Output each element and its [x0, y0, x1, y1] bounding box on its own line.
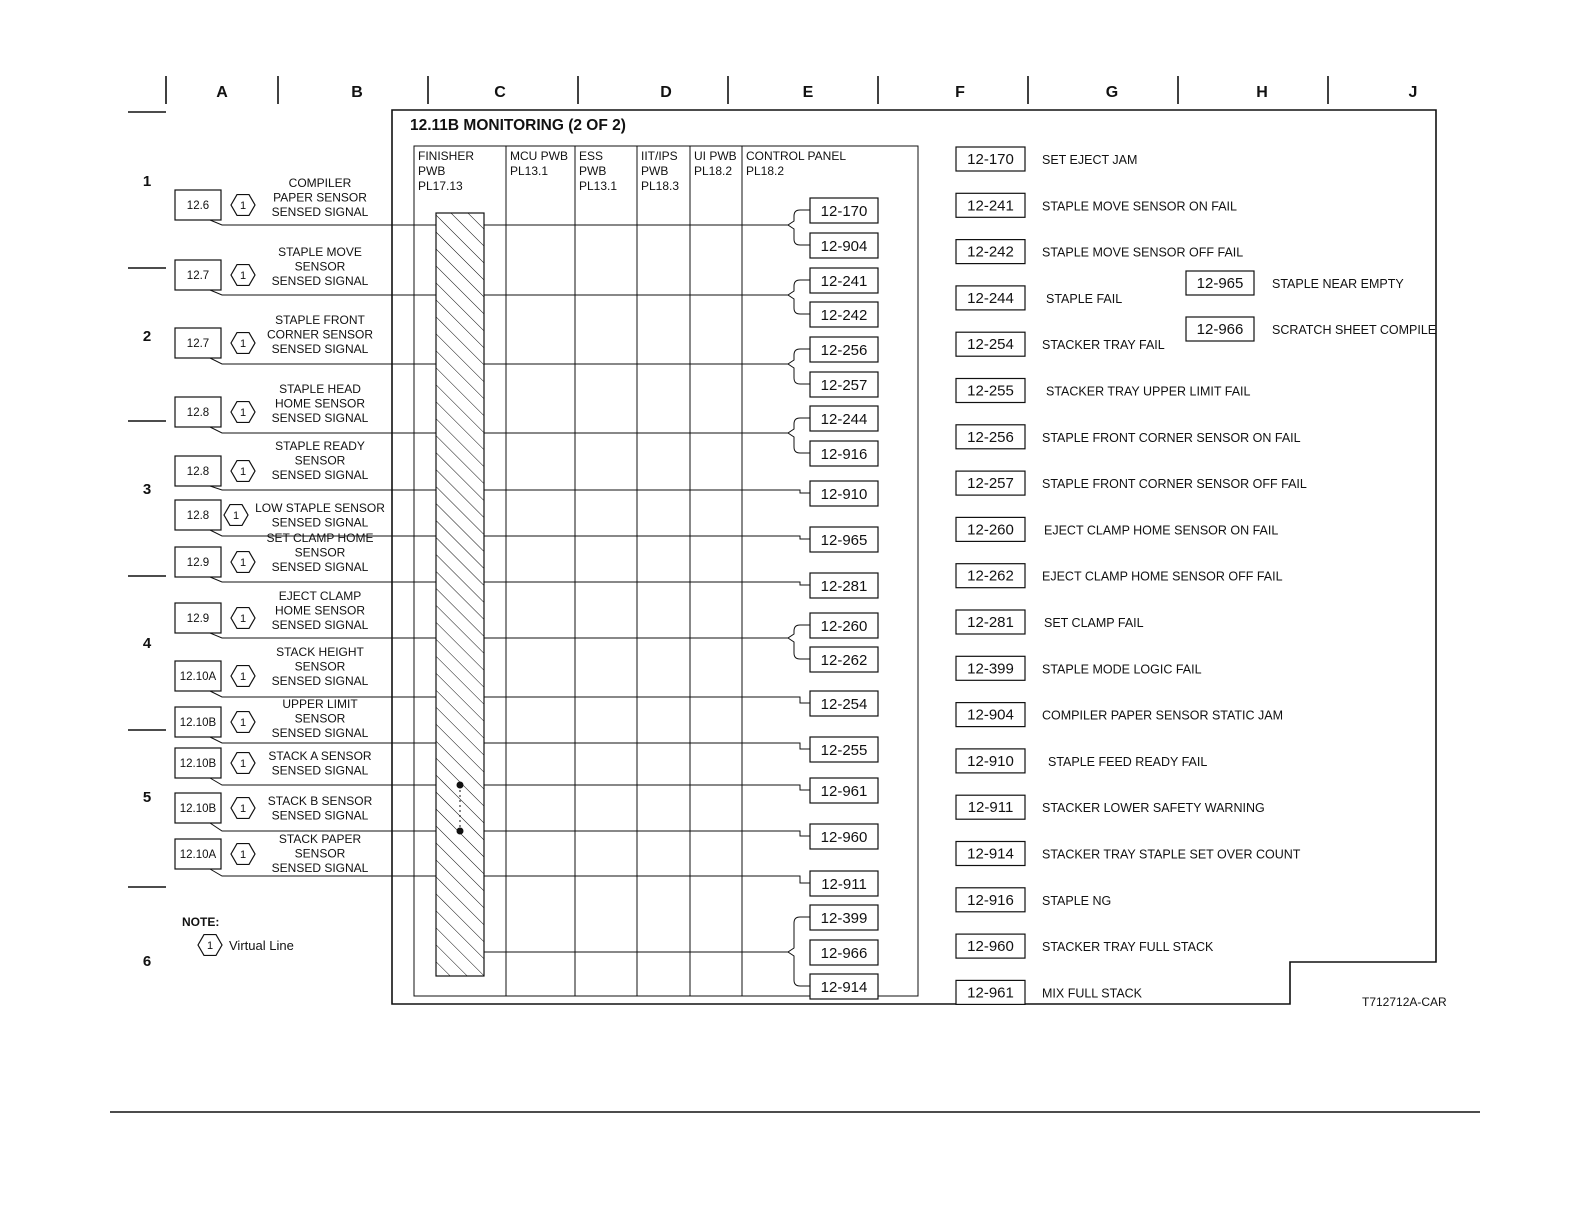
- hexagon-label: 1: [239, 557, 247, 569]
- hexagon-label: 1: [239, 717, 247, 729]
- hexagon-label: 1: [239, 758, 247, 770]
- legend-description: SET CLAMP FAIL: [1044, 616, 1144, 630]
- signal-label-line: COMPILER: [288, 176, 352, 190]
- signal-label-line: PAPER SENSOR: [273, 190, 367, 205]
- legend-description: COMPILER PAPER SENSOR STATIC JAM: [1042, 708, 1284, 723]
- output-brace: [788, 625, 810, 659]
- signal-label-line: SENSOR: [294, 846, 346, 861]
- legend-code: 12-257: [967, 475, 1014, 493]
- fault-output-code: 12-961: [820, 783, 868, 800]
- grid-col-label: J: [1408, 84, 1418, 101]
- virtual-line-icon: [231, 195, 255, 216]
- grid-row-label: 4: [142, 635, 152, 652]
- legend-description: STAPLE MOVE SENSOR ON FAIL: [1042, 199, 1237, 214]
- fault-output-code: 12-281: [820, 578, 868, 595]
- board-header-line: PWB: [418, 164, 446, 178]
- note-label: NOTE:: [182, 915, 220, 929]
- output-wire: [484, 743, 810, 749]
- legend-code: 12-281: [967, 614, 1014, 631]
- signal-wire: [210, 358, 436, 364]
- fault-output-code: 12-965: [820, 532, 868, 549]
- virtual-line-icon: [231, 753, 255, 774]
- signal-label-line: STAPLE HEAD: [279, 382, 361, 396]
- monitoring-panel: [392, 110, 1436, 1004]
- legend-code: 12-916: [967, 891, 1014, 909]
- signal-row: [175, 697, 436, 743]
- signal-label-line: STACK A SENSOR: [268, 749, 372, 763]
- signal-label-line: STAPLE MOVE: [278, 245, 362, 259]
- legend-code: 12-399: [967, 660, 1014, 678]
- output-wire: [484, 697, 810, 703]
- panel-title: 12.11B MONITORING (2 OF 2): [410, 117, 626, 134]
- note-text: Virtual Line: [229, 938, 294, 953]
- output-brace: [788, 418, 810, 453]
- reference-label: 12.9: [186, 613, 210, 625]
- signal-label-line: SENSED SIGNAL: [271, 411, 369, 425]
- reference-label: 12.10B: [179, 717, 217, 729]
- board-header-line: MCU PWB: [510, 149, 568, 163]
- signal-wire: [210, 823, 436, 831]
- signal-label-line: STACK PAPER: [278, 832, 362, 846]
- signal-label-line: SENSED SIGNAL: [271, 808, 369, 823]
- legend-description: SET EJECT JAM: [1042, 153, 1138, 167]
- signal-label-line: SENSED SIGNAL: [271, 618, 369, 632]
- reference-label: 12.9: [186, 557, 210, 569]
- legend-code: 12-242: [967, 243, 1014, 261]
- output-wire: [484, 536, 810, 539]
- hexagon-label: 1: [239, 613, 247, 625]
- legend-description: STAPLE FRONT CORNER SENSOR OFF FAIL: [1042, 477, 1307, 492]
- virtual-line-icon: [231, 666, 255, 687]
- hexagon-label: 1: [232, 510, 240, 522]
- grid-col-label: F: [955, 84, 965, 101]
- finisher-logic-bar: [436, 213, 484, 976]
- signal-label-line: SENSOR: [294, 659, 346, 674]
- signal-label-line: SENSED SIGNAL: [271, 726, 369, 740]
- signal-row: [175, 439, 436, 490]
- hexagon-label: 1: [239, 338, 247, 350]
- board-header-line: PWB: [579, 164, 607, 178]
- reference-label: 12.10A: [179, 671, 217, 683]
- legend-description: STAPLE FRONT CORNER SENSOR ON FAIL: [1042, 430, 1301, 445]
- output-wire: [484, 582, 810, 585]
- signal-label-line: SENSED SIGNAL: [271, 515, 369, 530]
- reference-label: 12.10B: [179, 758, 217, 770]
- legend-code: 12-260: [967, 521, 1014, 539]
- signal-row: [175, 645, 436, 697]
- grid-col-label: G: [1105, 84, 1119, 101]
- hexagon-label: 1: [239, 466, 247, 478]
- legend-code: 12-262: [967, 567, 1014, 585]
- grid-col-label: B: [351, 84, 363, 101]
- hexagon-label: 1: [239, 270, 247, 282]
- legend-description: STACKER TRAY STAPLE SET OVER COUNT: [1042, 847, 1301, 862]
- signal-row: [175, 531, 436, 582]
- fault-output-code: 12-910: [820, 486, 868, 503]
- legend-description: STACKER TRAY FULL STACK: [1042, 940, 1214, 955]
- signal-row: [175, 176, 436, 225]
- signal-label-line: SENSED SIGNAL: [271, 342, 369, 356]
- legend-code: 12-170: [967, 151, 1014, 168]
- virtual-line-icon: [231, 552, 255, 573]
- fault-output-code: 12-256: [820, 342, 868, 359]
- signal-label-line: SENSED SIGNAL: [271, 861, 369, 875]
- signal-label-line: SENSED SIGNAL: [271, 205, 369, 219]
- legend-code: 12-961: [967, 984, 1014, 1002]
- signal-wire: [210, 220, 436, 225]
- signal-row: [175, 382, 436, 433]
- signal-label-line: SENSOR: [294, 711, 346, 726]
- hexagon-label: 1: [239, 849, 247, 861]
- signal-label-line: CORNER SENSOR: [266, 327, 374, 342]
- reference-label: 12.8: [186, 466, 210, 478]
- output-brace: [788, 349, 810, 384]
- board-header-line: UI PWB: [694, 149, 737, 163]
- legend-description: MIX FULL STACK: [1042, 986, 1143, 1001]
- fault-output-code: 12-257: [820, 377, 868, 394]
- fault-output-code: 12-399: [820, 910, 868, 927]
- hexagon-label: 1: [239, 803, 247, 815]
- grid-row-label: 1: [142, 173, 152, 190]
- board-header-line: IIT/IPS: [641, 149, 678, 163]
- board-header-line: PL18.2: [746, 164, 785, 178]
- reference-label: 12.7: [186, 338, 210, 350]
- fault-output-code: 12-966: [820, 945, 868, 962]
- fault-output-code: 12-262: [820, 652, 868, 669]
- hexagon-label: 1: [239, 200, 247, 212]
- fault-code-legend: [956, 147, 1436, 1004]
- fault-output-code: 12-960: [820, 829, 868, 846]
- legend-code: 12-254: [967, 336, 1014, 354]
- fault-output-code: 12-911: [821, 876, 867, 893]
- grid-col-label: D: [660, 84, 672, 101]
- figure-id: T712712A-CAR: [1362, 995, 1447, 1009]
- output-wire: [484, 831, 810, 836]
- signal-row: [175, 313, 436, 364]
- signal-label-line: SENSED SIGNAL: [271, 468, 369, 482]
- signal-label-line: STAPLE READY: [275, 439, 365, 453]
- signal-wire: [210, 577, 436, 582]
- grid-row-label: 6: [142, 953, 152, 970]
- panel-outline: [392, 110, 1436, 1004]
- signal-label-line: SENSED SIGNAL: [271, 274, 369, 288]
- fault-output-code: 12-244: [820, 411, 868, 428]
- board-header-line: PL18.3: [641, 179, 680, 193]
- legend-code: 12-910: [967, 752, 1014, 770]
- signal-label-line: SENSED SIGNAL: [271, 674, 369, 688]
- signal-label-line: STAPLE FRONT: [275, 313, 365, 327]
- legend-description: STAPLE FEED READY FAIL: [1048, 754, 1208, 769]
- legend-code: 12-256: [967, 428, 1014, 446]
- signal-row: [175, 245, 436, 295]
- legend-code: 12-244: [967, 289, 1014, 307]
- legend-description: STACKER TRAY UPPER LIMIT FAIL: [1046, 384, 1251, 399]
- grid-col-label: E: [802, 84, 814, 101]
- board-header-line: ESS: [579, 149, 604, 163]
- fault-output-code: 12-255: [820, 742, 868, 759]
- fault-output-code: 12-170: [820, 203, 868, 220]
- virtual-line-icon: [231, 265, 255, 286]
- grid-row-label: 2: [142, 328, 152, 345]
- hexagon-label: 1: [239, 407, 247, 419]
- legend-code: 12-914: [967, 845, 1014, 863]
- legend-code: 12-911: [967, 799, 1014, 817]
- board-header-line: FINISHER: [418, 149, 475, 163]
- fault-output-code: 12-904: [820, 238, 868, 255]
- legend-code: 12-255: [967, 382, 1014, 400]
- signal-wire: [210, 486, 436, 490]
- reference-label: 12.8: [186, 407, 210, 419]
- virtual-line-icon: [231, 798, 255, 819]
- legend-description: STACKER TRAY FAIL: [1042, 338, 1165, 353]
- board-header-line: CONTROL PANEL: [746, 149, 847, 163]
- fault-output-code: 12-242: [820, 307, 868, 324]
- legend-code: 12-904: [967, 706, 1014, 724]
- grid-row-label: 3: [142, 481, 152, 498]
- legend-description: STAPLE NEAR EMPTY: [1272, 277, 1404, 291]
- fault-output-list: [484, 198, 878, 999]
- signal-wire: [210, 778, 436, 785]
- signal-label-line: LOW STAPLE SENSOR: [255, 501, 385, 515]
- output-wire: [484, 876, 810, 883]
- signal-label-line: SENSOR: [294, 545, 346, 560]
- fault-output-code: 12-241: [820, 273, 868, 290]
- virtual-line-icon: [231, 461, 255, 482]
- legend-description: EJECT CLAMP HOME SENSOR ON FAIL: [1044, 523, 1279, 538]
- signal-label-line: HOME SENSOR: [274, 603, 366, 618]
- virtual-line-icon: [198, 935, 222, 956]
- virtual-line-icon: [231, 712, 255, 733]
- legend-description: EJECT CLAMP HOME SENSOR OFF FAIL: [1042, 569, 1283, 584]
- fault-output-code: 12-916: [820, 446, 868, 463]
- signal-label-line: STACK HEIGHT: [276, 645, 364, 659]
- legend-code: 12-965: [1196, 275, 1244, 292]
- legend-code: 12-241: [967, 197, 1014, 215]
- signal-label-line: HOME SENSOR: [274, 396, 366, 411]
- grid-col-label: A: [216, 84, 228, 101]
- board-header-line: PL18.2: [694, 164, 733, 178]
- virtual-line-icon: [231, 844, 255, 865]
- output-brace: [788, 280, 810, 314]
- fault-output-code: 12-260: [820, 618, 868, 635]
- hexagon-label: 1: [206, 940, 214, 952]
- legend-description: SCRATCH SHEET COMPILE: [1272, 323, 1437, 337]
- legend-description: STACKER LOWER SAFETY WARNING: [1042, 801, 1265, 816]
- reference-label: 12.7: [186, 270, 210, 282]
- hexagon-label: 1: [239, 671, 247, 683]
- grid-col-label: C: [494, 84, 506, 101]
- legend-description: STAPLE NG: [1042, 893, 1112, 908]
- signal-label-line: UPPER LIMIT: [282, 697, 358, 711]
- reference-label: 12.6: [186, 200, 210, 212]
- virtual-line-icon: [231, 608, 255, 629]
- board-header-line: PL17.13: [418, 179, 463, 193]
- legend-code: 12-960: [967, 938, 1014, 956]
- fault-output-code: 12-914: [820, 979, 868, 996]
- virtual-line-icon: [231, 402, 255, 423]
- legend-description: STAPLE MOVE SENSOR OFF FAIL: [1042, 245, 1244, 260]
- signal-label-line: SENSOR: [294, 259, 346, 274]
- board-header-line: PL13.1: [510, 164, 549, 178]
- output-brace: [788, 210, 810, 245]
- virtual-line-icon: [224, 505, 248, 526]
- signal-row: [175, 748, 436, 785]
- signal-wire: [210, 633, 436, 638]
- signal-row: [175, 793, 436, 831]
- grid-col-label: H: [1256, 84, 1268, 101]
- output-brace: [788, 917, 810, 986]
- signal-label-line: EJECT CLAMP: [278, 589, 362, 603]
- reference-label: 12.10B: [179, 803, 217, 815]
- fault-output-code: 12-254: [820, 696, 868, 713]
- signal-list: [175, 176, 464, 876]
- note: [182, 915, 294, 955]
- signal-label-line: SENSED SIGNAL: [271, 560, 369, 574]
- legend-description: STAPLE MODE LOGIC FAIL: [1042, 662, 1202, 677]
- legend-description: STAPLE FAIL: [1046, 291, 1123, 306]
- board-header-line: PWB: [641, 164, 669, 178]
- signal-wire: [210, 290, 436, 295]
- output-wire: [484, 785, 810, 790]
- grid-row-label: 5: [142, 789, 152, 806]
- output-wire: [484, 490, 810, 493]
- signal-label-line: SENSOR: [294, 453, 346, 468]
- signal-wire: [210, 427, 436, 433]
- legend-code: 12-966: [1196, 321, 1244, 338]
- virtual-line-icon: [231, 333, 255, 354]
- signal-row: [175, 589, 436, 638]
- signal-label-line: STACK B SENSOR: [267, 794, 373, 808]
- reference-label: 12.10A: [179, 849, 217, 861]
- board-header-line: PL13.1: [579, 179, 618, 193]
- signal-row: [175, 832, 436, 876]
- signal-label-line: SET CLAMP HOME: [266, 531, 374, 545]
- reference-label: 12.8: [186, 510, 210, 522]
- signal-label-line: SENSED SIGNAL: [271, 763, 369, 778]
